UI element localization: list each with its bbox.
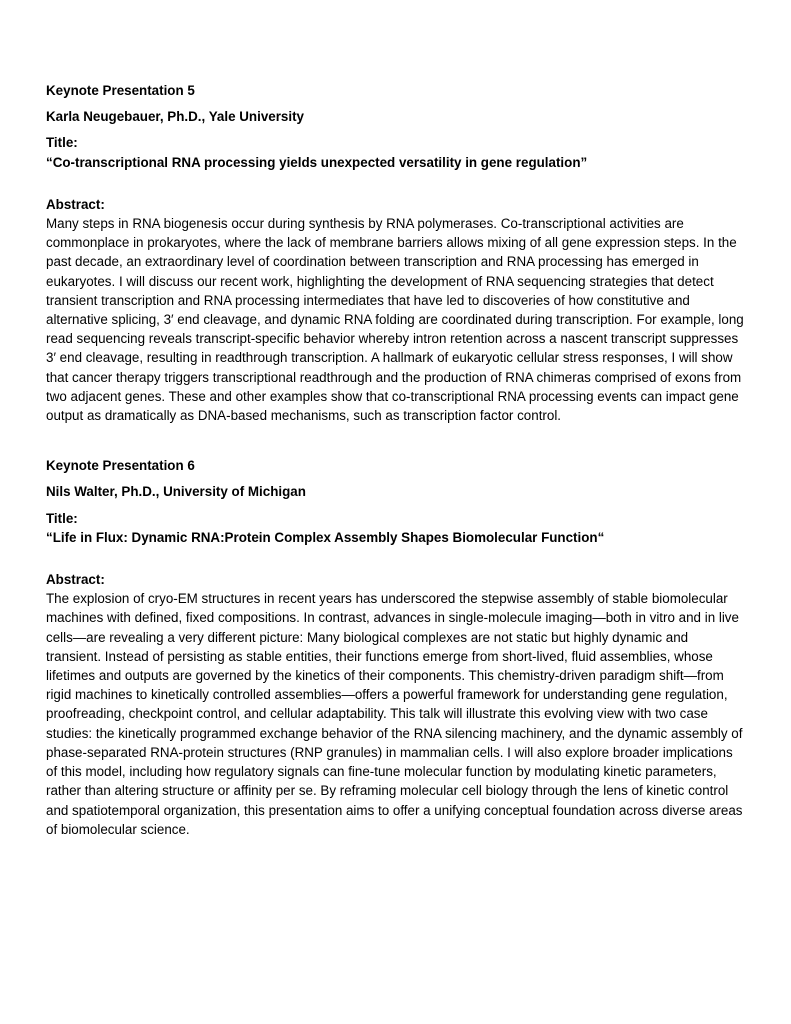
section-keynote-6 [46,456,746,839]
keynote-6-title: “Life in Flux: Dynamic RNA:Protein Complex Assembly Shapes Biomolecular Function“ [46,529,605,545]
keynote-5-abstract: Many steps in RNA biogenesis occur during synthesis by RNA polymerases. Co-transcriptional activities are commonplace in prokaryotes, where the lack of membrane barriers allows mixing of all gene expression steps. In the past decade, an extraordinary level of coordination between transcription and RNA processing has emerged in eukaryotes. I will discuss our recent work, highlighting the development of RNA sequencing strategies that detect transient transcription and RNA processing intermediates that have led to discoveries of how constitutive and alternative splicing, 3′ end cleavage, and dynamic RNA folding are coordinated during transcription. For example, long read sequencing reveals transcript-specific behavior whereby intron retention across a nascent transcript suppresses 3′ end cleavage, resulting in readthrough transcription. A hallmark of eukaryotic cellular stress responses, I will show that cancer therapy triggers transcriptional readthrough and the production of RNA chimeras comprised of exons from two adjacent genes. These and other examples show that co-transcriptional RNA processing events can impact gene output as dramatically as DNA-based mechanisms, such as transcription factor control. [46,216,744,424]
section-keynote-5 [46,81,746,425]
keynote-6-speaker: Nils Walter, Ph.D., University of Michigan [46,484,306,500]
keynote-5-abstract-label: Abstract: [46,196,105,212]
document-content [46,81,746,839]
keynote-6-title-label: Title: [46,510,78,526]
keynote-5-speaker: Karla Neugebauer, Ph.D., Yale University [46,109,305,125]
keynote-5-heading: Keynote Presentation 5 [46,83,195,98]
keynote-5-title-label: Title: [46,135,78,151]
keynote-6-heading: Keynote Presentation 6 [46,458,195,474]
keynote-5-title: “Co-transcriptional RNA processing yields unexpected versatility in gene regulation” [46,154,588,170]
keynote-6-abstract: The explosion of cryo-EM structures in recent years has underscored the stepwise assembly of stable biomolecular machines with defined, fixed compositions. In contrast, advances in single-molecule imaging—both in vitro and in live cells—are revealing a very different picture: Many biological complexes are not static but highly dynamic and transient. Instead of persisting as stable entities, their functions emerge from short-lived, fluid assemblies, whose lifetimes and outputs are governed by the kinetics of their components. This chemistry-driven paradigm shift—from rigid machines to kinetically controlled assemblies—offers a powerful framework for understanding gene regulation, proofreading, checkpoint control, and cellular adaptability. This talk will illustrate this evolving view with two case studies: the kinetically programmed exchange behavior of the RNA silencing machinery, and the dynamic assembly of phase-separated RNA-protein structures (RNP granules) in mammalian cells. I will also explore broader implications of this model, including how regulatory signals can fine-tune molecular function by modulating kinetic parameters, rather than altering structure or affinity per se. By reframing molecular cell biology through the lens of kinetic control and spatiotemporal organization, this presentation aims to offer a unifying conceptual foundation across diverse areas of biomolecular science. [46,591,743,837]
keynote-6-abstract-label: Abstract: [46,572,105,588]
